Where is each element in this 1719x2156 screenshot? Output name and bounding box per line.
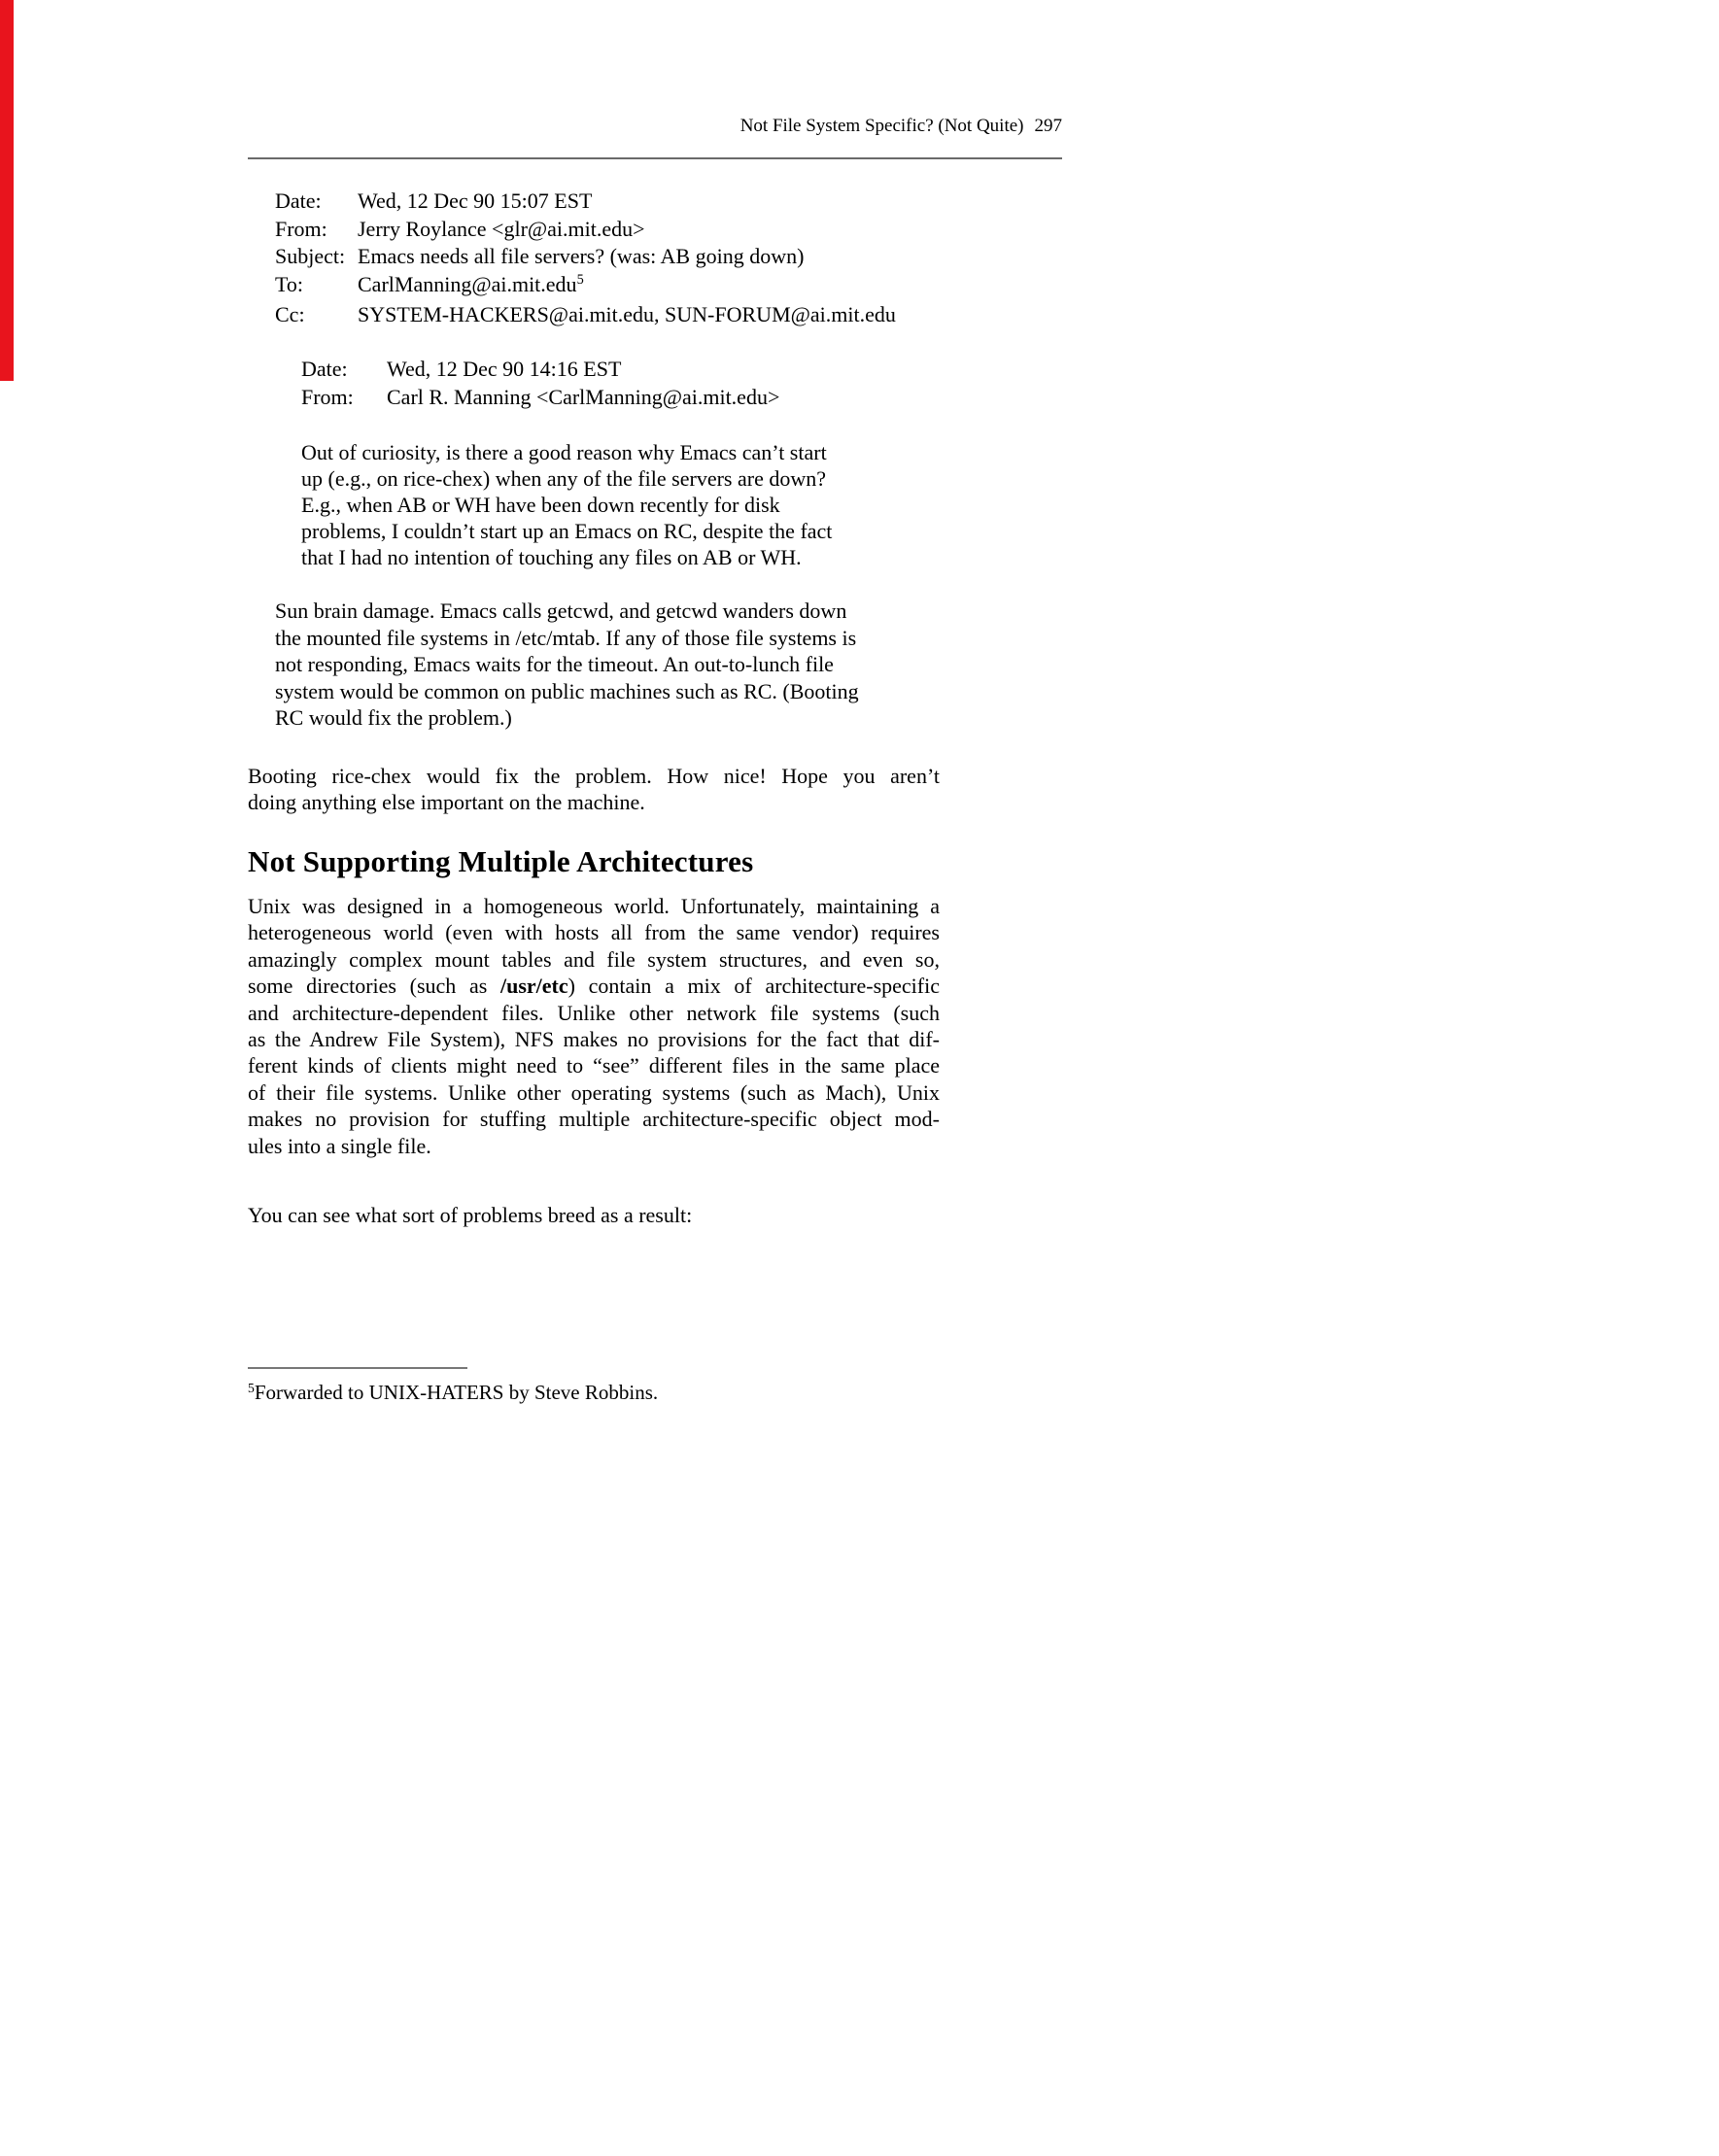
text-line: not responding, Emacs waits for the timeout. An out-to-lunch file <box>275 652 834 676</box>
email-header-label: From: <box>275 216 327 241</box>
text-line: doing anything else important on the machine. <box>248 790 645 815</box>
nested-quote-paragraph <box>301 439 832 570</box>
email-header-value: Wed, 12 Dec 90 14:16 EST <box>387 357 622 381</box>
text-line: Booting rice-chex would fix the problem. How nice! Hope you aren’t <box>248 764 940 788</box>
section-heading: Not Supporting Multiple Architectures <box>248 844 754 878</box>
text-line: E.g., when AB or WH have been down recently for disk <box>301 493 780 517</box>
paragraph-problems-breed: You can see what sort of problems breed as a result: <box>248 1203 693 1227</box>
email-header-label: From: <box>301 384 354 409</box>
text-line: RC would fix the problem.) <box>275 705 512 730</box>
email-header-label: Date: <box>301 357 348 381</box>
text-line: the mounted file systems in /etc/mtab. If any of those file systems is <box>275 625 857 650</box>
email-header-value: SYSTEM-HACKERS@ai.mit.edu, SUN-FORUM@ai.mit.edu <box>358 302 896 326</box>
footnote-reference-marker: 5 <box>576 271 584 288</box>
nested-email-header-block <box>301 356 779 411</box>
email-header-block <box>275 188 896 329</box>
text-line: ferent kinds of clients might need to “see” different files in the same place <box>248 1053 940 1078</box>
email-header-row <box>275 301 896 329</box>
footnote-rule <box>248 1367 467 1369</box>
text-line: Sun brain damage. Emacs calls getcwd, and getcwd wanders down <box>275 599 847 623</box>
email-header-row <box>275 271 896 302</box>
email-header-row <box>275 243 896 271</box>
text-line: some directories (such as /usr/etc) contain a mix of architecture-specific <box>248 974 940 999</box>
text-line: Unix was designed in a homogeneous world. Unfortunately, maintaining a <box>248 894 940 918</box>
text-line: and architecture-dependent files. Unlike other network file systems (such <box>248 1000 940 1025</box>
text-line: ules into a single file. <box>248 1133 431 1158</box>
text-line: that I had no intention of touching any files on AB or WH. <box>301 545 802 569</box>
email-header-row <box>301 384 779 412</box>
email-header-value: Carl R. Manning <CarlManning@ai.mit.edu> <box>387 384 780 409</box>
text-line: heterogeneous world (even with hosts all from the same vendor) requires <box>248 920 940 945</box>
paragraph-booting-rice-chex <box>248 763 940 816</box>
running-head-title: Not File System Specific? (Not Quite) <box>739 116 1024 136</box>
text-line: makes no provision for stuffing multiple architecture-specific object mod- <box>248 1107 940 1132</box>
email-header-row <box>275 188 896 216</box>
email-header-value: Emacs needs all file servers? (was: AB going down) <box>358 244 805 268</box>
text-line: of their file systems. Unlike other operating systems (such as Mach), Unix <box>248 1079 940 1105</box>
email-header-value: Jerry Roylance <glr@ai.mit.edu> <box>358 216 645 241</box>
page-number: 297 <box>1034 116 1062 136</box>
email-header-value: Wed, 12 Dec 90 15:07 EST <box>358 188 593 213</box>
paragraph-unix-homogeneous <box>248 893 940 1159</box>
text-line: problems, I couldn’t start up an Emacs on RC, despite the fact <box>301 519 833 543</box>
reply-quote-paragraph <box>275 598 859 732</box>
footnote-text: Forwarded to UNIX-HATERS by Steve Robbins. <box>254 1381 659 1404</box>
email-header-label: Subject: <box>275 244 346 268</box>
bold-text: /usr/etc <box>499 974 568 999</box>
text-line: Out of curiosity, is there a good reason why Emacs can’t start <box>301 440 827 464</box>
text-line: up (e.g., on rice-chex) when any of the file servers are down? <box>301 466 826 491</box>
email-header-row <box>301 356 779 384</box>
email-header-label: To: <box>275 271 304 296</box>
email-header-value: CarlManning@ai.mit.edu <box>358 271 577 296</box>
text-line: as the Andrew File System), NFS makes no provisions for the fact that dif- <box>248 1027 940 1052</box>
footnote <box>248 1380 658 1408</box>
email-header-label: Date: <box>275 188 322 213</box>
chapter-edge-tab <box>0 0 14 381</box>
email-header-label: Cc: <box>275 302 305 326</box>
footnote-marker: 5 <box>248 1380 255 1395</box>
header-rule <box>248 157 1062 159</box>
running-head <box>248 116 1062 137</box>
text-line: amazingly complex mount tables and file system structures, and even so, <box>248 946 940 972</box>
email-header-row <box>275 216 896 244</box>
text-line: system would be common on public machines such as RC. (Booting <box>275 678 859 703</box>
